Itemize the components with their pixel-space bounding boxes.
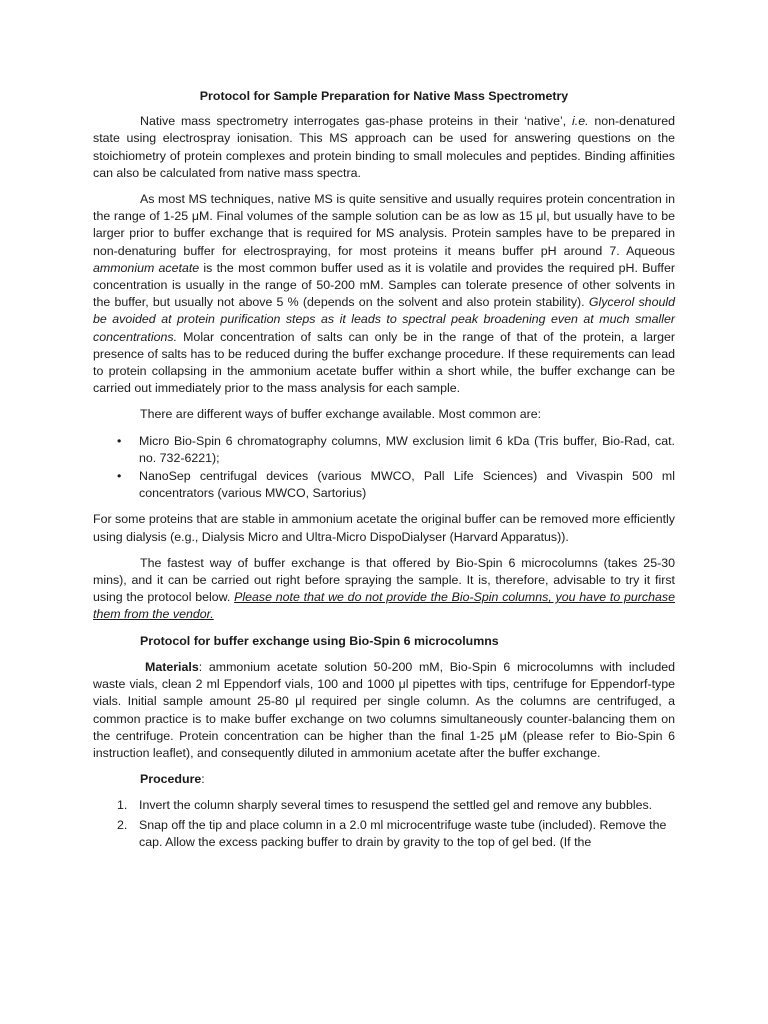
exchange-intro-paragraph: There are different ways of buffer exchange available. Most common are: <box>140 407 542 422</box>
procedure-label: Procedure <box>140 772 202 787</box>
intro-paragraph <box>93 113 675 182</box>
intro-text-2: non-denatured state using electrospray ionisation. This MS approach can be used for answering questions on the stoichiometry of protein complexes and protein binding to small molecules and peptides. Binding affinities can also be calculated from native mass spectra. <box>93 114 675 180</box>
requirements-paragraph <box>93 191 675 397</box>
document-title: Protocol for Sample Preparation for Native Mass Spectrometry <box>199 89 569 103</box>
dialysis-paragraph: For some proteins that are stable in ammonium acetate the original buffer can be removed more efficiently using dialysis (e.g., Dialysis Micro and Ultra-Micro DispoDialyser (Harvard Apparatus)). <box>93 512 675 544</box>
exchange-methods-list <box>93 433 675 503</box>
intro-ie: i.e. <box>572 114 589 129</box>
materials-text: : ammonium acetate solution 50-200 mM, Bio-Spin 6 microcolumns with included waste vials, clean 2 ml Eppendorf vials, 100 and 1000 μl pipettes with tips, centrifuge for Eppendorf-type vials. Initial sample amount 25-80 μl required per single column. As the columns are centrifuged, a common practice is to make buffer exchange on two columns simultaneously counter-balancing them on the centrifuge. Protein concentration can be higher than the final 1-25 μM (please refer to Bio-Spin 6 instruction leaflet), and consequently diluted in ammonium acetate after the buffer exchange. <box>93 659 675 760</box>
req-text-1: As most MS techniques, native MS is quite sensitive and usually requires protein concentration in the range of 1-25 μM. Final volumes of the sample solution can be as low as 15 μl, but usually have to be larger prior to buffer exchange that is required for MS analysis. Protein samples have to be prepared in non-denaturing buffer for electrospraying, for most proteins it means buffer pH around 7. Aqueous <box>93 192 675 258</box>
bullet-icon: • <box>117 469 122 484</box>
list-item <box>93 468 675 502</box>
document-body <box>93 88 675 853</box>
materials-label: Materials <box>145 659 199 674</box>
list-item <box>93 797 675 814</box>
vendor-note: Please note that we do not provide the Bio-Spin columns, you have to purchase them from the vendor. <box>93 590 675 622</box>
step-number: 1. <box>117 798 128 813</box>
materials-paragraph <box>93 659 675 762</box>
fastest-text: The fastest way of buffer exchange is that offered by Bio-Spin 6 microcolumns (takes 25-30 mins), and it can be carried out right before spraying the sample. It is, therefore, advisable to try it first using the protocol below. <box>93 555 675 605</box>
list-item-text: NanoSep centrifugal devices (various MWCO, Pall Life Sciences) and Vivaspin 500 ml concentrators (various MWCO, Sartorius) <box>139 469 675 501</box>
procedure-heading <box>93 771 675 788</box>
req-text-3: Molar concentration of salts can only be in the range of that of the protein, a larger presence of salts has to be reduced during the buffer exchange procedure. If these requirements can lead to protein collapsing in the ammonium acetate buffer within a short while, the buffer exchange can be carried out immediately prior to the mass analysis for each sample. <box>93 329 675 396</box>
list-item <box>93 817 675 851</box>
fastest-way-paragraph <box>93 555 675 624</box>
req-ammonium-acetate: ammonium acetate <box>93 260 200 275</box>
list-item-text: Micro Bio-Spin 6 chromatography columns, MW exclusion limit 6 kDa (Tris buffer, Bio-Rad, cat. no. 732-6221); <box>139 433 675 465</box>
procedure-colon: : <box>201 772 205 787</box>
step-number: 2. <box>117 817 128 832</box>
step-text: Snap off the tip and place column in a 2.0 ml microcentrifuge waste tube (included). Remove the cap. Allow the excess packing buffer to drain by gravity to the top of gel bed. (If the <box>139 817 667 849</box>
intro-text-1: Native mass spectrometry interrogates gas-phase proteins in their ‘native’, <box>140 114 573 129</box>
step-text: Invert the column sharply several times to resuspend the settled gel and remove any bubbles. <box>139 798 653 813</box>
section-heading: Protocol for buffer exchange using Bio-Spin 6 microcolumns <box>140 633 499 648</box>
req-text-2: is the most common buffer used as it is volatile and provides the required pH. Buffer concentration is usually in the range of 50-200 mM. Samples can tolerate presence of other solvents in the buffer, but usually not above 5 % (depends on the solvent and also protein stability). <box>93 260 675 310</box>
bullet-icon: • <box>117 433 122 448</box>
req-glycerol-warning: Glycerol should be avoided at protein purification steps as it leads to spectral peak broadening even at much smaller concentrations. <box>93 295 675 344</box>
list-item <box>93 433 675 467</box>
procedure-steps <box>93 797 675 851</box>
